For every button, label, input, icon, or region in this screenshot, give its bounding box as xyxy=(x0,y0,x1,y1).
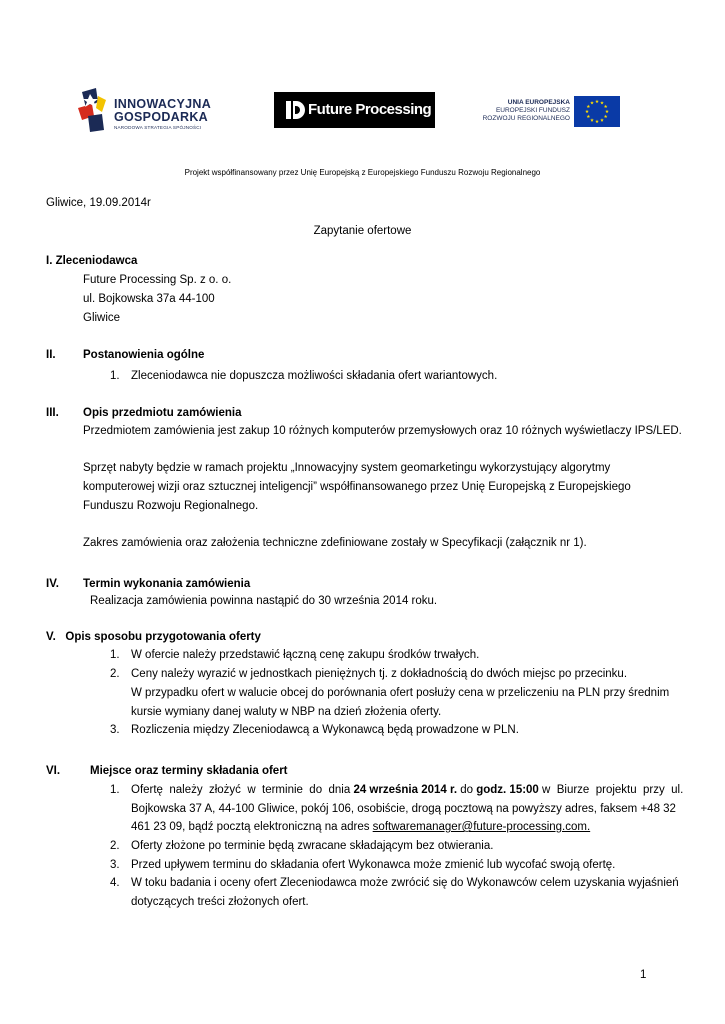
section-6-number: VI. xyxy=(46,765,61,777)
section-5-item-1-number: 1. xyxy=(110,649,120,661)
section-6-heading: Miejsce oraz terminy składania ofert xyxy=(90,765,288,777)
section-4-heading: Termin wykonania zamówienia xyxy=(83,578,251,590)
email-link[interactable]: softwaremanager@future-processing.com. xyxy=(372,821,591,833)
section-5-item-3-number: 3. xyxy=(110,724,120,736)
section-5-item-3-text: Rozliczenia między Zleceniodawcą a Wykonawcą będą prowadzone w PLN. xyxy=(131,724,519,736)
client-city: Gliwice xyxy=(83,312,121,324)
section-3-number: III. xyxy=(46,407,59,419)
innowacyjna-line3: NARODOWA STRATEGIA SPÓJNOŚCI xyxy=(114,125,202,130)
section-2-item-number: 1. xyxy=(110,370,120,382)
section-2-number: II. xyxy=(46,349,56,361)
eu-star xyxy=(595,100,599,103)
eu-star xyxy=(595,120,599,123)
client-name: Future Processing Sp. z o. o. xyxy=(83,274,232,286)
deadline-connector: do xyxy=(457,784,477,796)
page-number: 1 xyxy=(640,969,647,981)
eu-star xyxy=(590,101,594,104)
eu-logo-text xyxy=(470,99,570,123)
section-5-item-2-line-3: kursie wymiany danej waluty w NBP na dzień złożenia oferty. xyxy=(131,706,442,718)
section-6-item-3-text: Przed upływem terminu do składania ofert Wykonawca może zmienić lub wycofać swoją ofertę. xyxy=(131,859,616,871)
eu-stars-icon xyxy=(574,96,620,127)
section-3-paragraph-2-line-2: komputerowej wizji oraz sztucznej inteligencji” współfinansowanego przez Unię Europejską z Europejskiego xyxy=(83,481,631,493)
section-6-item-3-number: 3. xyxy=(110,859,120,871)
innowacyjna-line2: GOSPODARKA xyxy=(114,110,208,124)
section-6-item-2-text: Oferty złożone po terminie będą zwracane składającym bez otwierania. xyxy=(131,840,494,852)
eu-star xyxy=(604,105,608,108)
section-6-item-2-number: 2. xyxy=(110,840,120,852)
section-5-item-2-line-2: W przypadku ofert w walucie obcej do porównania ofert posłuży cena w przeliczeniu na PLN przy średnim xyxy=(131,687,670,699)
email-intro: 461 23 09, bądź pocztą elektroniczną na adres xyxy=(131,821,373,833)
section-3-paragraph-2-line-3: Funduszu Rozwoju Regionalnego. xyxy=(83,500,259,512)
future-processing-wordmark: Future Processing xyxy=(308,101,432,118)
section-4-text: Realizacja zamówienia powinna nastąpić do 30 września 2014 roku. xyxy=(90,595,438,607)
section-6-item-4-line-1: W toku badania i oceny ofert Zleceniodawca może zwrócić się do Wykonawców celem uzyskania wyjaśnień xyxy=(131,877,679,889)
eu-flag xyxy=(574,96,620,127)
section-4-number: IV. xyxy=(46,578,60,590)
eu-star xyxy=(587,115,591,118)
eu-star xyxy=(604,115,608,118)
section-5-item-1-text: W ofercie należy przedstawić łączną cenę zakupu środków trwałych. xyxy=(131,649,480,661)
deadline-time: godz. 15:00 xyxy=(476,784,539,796)
section-6-item-1-line-2: Bojkowska 37 A, 44-100 Gliwice, pokój 106, osobiście, drogą pocztową na powyższy adres, faksem +48 32 xyxy=(131,803,676,815)
eu-star xyxy=(600,101,604,104)
section-3-paragraph-2-line-1: Sprzęt nabyty będzie w ramach projektu „Innowacyjny system geomarketingu wykorzystujący algorytmy xyxy=(83,462,611,474)
eu-line1: UNIA EUROPEJSKA xyxy=(507,99,570,106)
deadline-intro: Ofertę należy złożyć w terminie do dnia xyxy=(131,784,354,796)
innowacyjna-gospodarka-emblem-icon xyxy=(76,86,108,136)
section-5-heading: V. Opis sposobu przygotowania oferty xyxy=(46,631,261,643)
section-5-item-2-number: 2. xyxy=(110,668,120,680)
section-2-heading: Postanowienia ogólne xyxy=(83,349,205,361)
section-2-item-text: Zleceniodawca nie dopuszcza możliwości składania ofert wariantowych. xyxy=(131,370,498,382)
eu-star xyxy=(587,105,591,108)
eu-line2: EUROPEJSKI FUNDUSZ xyxy=(495,107,570,114)
section-3-heading: Opis przedmiotu zamówienia xyxy=(83,407,242,419)
cofinancing-note: Projekt współfinansowany przez Unię Europejską z Europejskiego Funduszu Rozwoju Regionalnego xyxy=(184,168,541,177)
eu-star xyxy=(585,110,589,113)
innowacyjna-line1: INNOWACYJNA xyxy=(114,97,212,111)
client-street: ul. Bojkowska 37a 44-100 xyxy=(83,293,215,305)
section-3-paragraph-1: Przedmiotem zamówienia jest zakup 10 różnych komputerów przemysłowych oraz 10 różnych wyświetlaczy IPS/LED. xyxy=(83,425,682,437)
eu-star xyxy=(590,118,594,121)
eu-line3: ROZWOJU REGIONALNEGO xyxy=(482,115,570,122)
section-6-item-1-number: 1. xyxy=(110,784,120,796)
deadline-date: 24 września 2014 r. xyxy=(353,784,458,796)
innowacyjna-gospodarka-logo xyxy=(76,86,236,136)
deadline-location: w Biurze projektu przy ul. xyxy=(538,784,684,796)
section-6-item-1-line-3 xyxy=(131,818,590,836)
section-5-item-2-line-1: Ceny należy wyrazić w jednostkach pieniężnych tj. z dokładnością do dwóch miejsc po przecinku. xyxy=(131,668,628,680)
section-6-item-4-number: 4. xyxy=(110,877,120,889)
eu-star xyxy=(600,118,604,121)
section-3-paragraph-3: Zakres zamówienia oraz założenia techniczne zdefiniowane zostały w Specyfikacji (załącznik nr 1). xyxy=(83,537,587,549)
section-6-item-4-line-2: dotyczących treści złożonych ofert. xyxy=(131,896,309,908)
date-line: Gliwice, 19.09.2014r xyxy=(46,197,151,209)
eu-star xyxy=(605,110,609,113)
document-title: Zapytanie ofertowe xyxy=(313,225,412,237)
future-processing-logo xyxy=(274,92,435,128)
section-6-item-1-line-1 xyxy=(131,781,683,799)
section-1-heading: I. Zleceniodawca xyxy=(46,255,138,267)
future-processing-mark-icon xyxy=(286,101,305,119)
